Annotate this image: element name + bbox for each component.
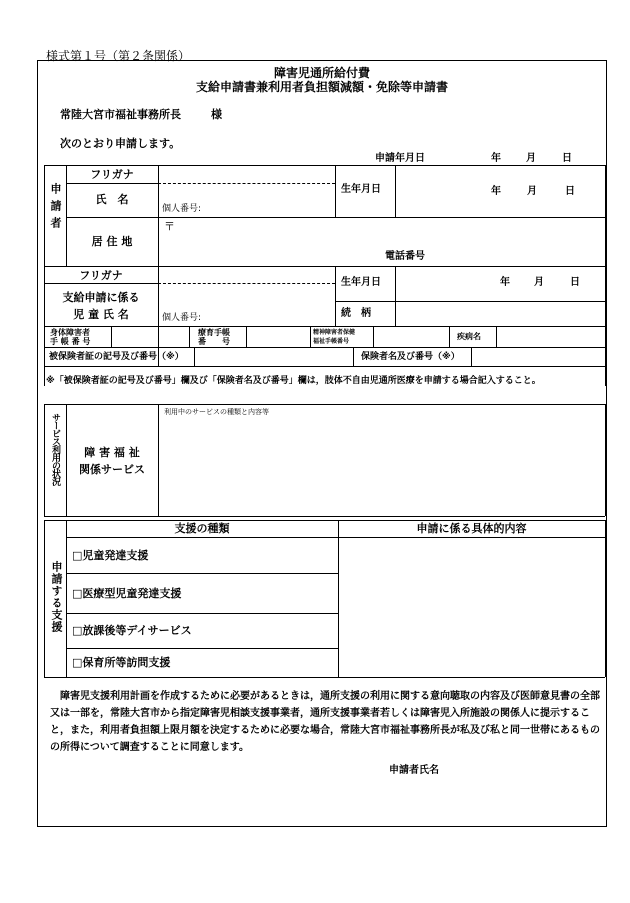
rule	[335, 165, 336, 217]
rehab-cert-label-line1: 療育手帳	[198, 328, 230, 337]
honorific: 様	[211, 108, 222, 121]
rule	[605, 165, 606, 386]
rule	[44, 520, 45, 677]
rule	[111, 326, 112, 347]
physical-cert-label-line1: 身体障害者	[50, 328, 90, 337]
rule	[605, 404, 606, 516]
service-category-label-line1: 障 害 福 祉	[84, 446, 140, 459]
applicant-phone-label: 電話番号	[385, 251, 425, 262]
child-name-label-line2: 児 童 氏 名	[73, 308, 129, 321]
rule	[66, 573, 338, 574]
rule	[194, 347, 195, 366]
child-furigana-label: フリガナ	[79, 269, 123, 282]
rule	[66, 165, 67, 266]
postal-mark: 〒	[164, 220, 175, 233]
mental-cert-label-line2: 福祉手帳番号	[313, 338, 350, 345]
rule	[158, 183, 335, 184]
rule	[335, 266, 336, 326]
rule	[395, 165, 396, 217]
application-date-year[interactable]: 年	[491, 153, 501, 164]
rule	[395, 266, 396, 326]
application-form	[37, 60, 607, 827]
insurer-label: 保険者名及び番号（※）	[361, 352, 460, 362]
rule	[335, 301, 605, 302]
support-option-child-development[interactable]: □児童発達支援	[72, 549, 149, 562]
rule	[66, 537, 605, 538]
rule	[471, 347, 472, 366]
applicant-birth-year[interactable]: 年	[491, 186, 501, 197]
rule	[246, 326, 247, 347]
rule	[44, 520, 605, 521]
applicant-birth-day[interactable]: 日	[565, 186, 575, 197]
rule	[449, 326, 450, 347]
rule	[44, 677, 605, 678]
applicant-birthdate-label: 生年月日	[341, 184, 381, 195]
applicant-personal-number-label: 個人番号:	[162, 204, 202, 214]
rule	[338, 520, 339, 677]
support-request-section-label: 申請する支援	[50, 561, 63, 633]
applicant-address-label: 居 住 地	[91, 235, 133, 248]
child-personal-number-label: 個人番号:	[162, 313, 202, 323]
rule	[158, 404, 159, 516]
application-date-day[interactable]: 日	[562, 153, 572, 164]
service-category-label-line2: 関係サービス	[79, 463, 145, 476]
consent-text: 障害児支援利用計画を作成するために必要があるときは，通所支援の利用に関する意向聴取の内容及び医師意見書の全部又は一部を，常陸大宮市から指定障害児相談支援事業者，通所支援事業者若しくは障害児入所施設の関係人に提示すること，また，利用者負担額上限月額を決定するために必要な場合，常陸大宮市福祉事務所長が私及び私と同一世帯にあるものの所得について調査することに同意します。	[50, 691, 600, 753]
child-birth-month[interactable]: 月	[534, 277, 544, 288]
physical-cert-label-line2: 手 帳 番 号	[50, 337, 91, 346]
rule	[44, 283, 158, 284]
applicant-signature-label: 申請者氏名	[389, 765, 439, 776]
insurance-note: ※「被保険者証の記号及び番号」欄及び「保険者名及び番号」欄は，肢体不自由児通所医療を申請する場合記入すること。	[46, 376, 541, 386]
form-title-line1: 障害児通所給付費	[273, 66, 370, 80]
rule	[310, 326, 311, 347]
service-status-section-label: サービス利用の状況	[50, 413, 60, 485]
support-option-medical-child-development[interactable]: □医療型児童発達支援	[72, 587, 182, 600]
support-detail-header: 申請に係る具体的内容	[416, 522, 527, 535]
rule	[44, 404, 605, 405]
rule	[66, 520, 67, 677]
service-content-label: 利用中のサービスの種類と内容等	[164, 408, 269, 416]
form-number: 様式第１号（第２条関係）	[46, 49, 191, 63]
rule	[66, 613, 338, 614]
addressee: 常陸大宮市福祉事務所長	[60, 108, 181, 121]
rule	[605, 520, 606, 677]
rule	[44, 347, 605, 348]
rule	[44, 404, 45, 516]
rule	[44, 366, 605, 367]
disease-name-label: 疾病名	[457, 332, 481, 341]
rule	[44, 266, 605, 267]
rule	[189, 326, 190, 347]
support-option-after-school-day-service[interactable]: □放課後等デイサービス	[72, 624, 192, 637]
applicant-name-label: 氏 名	[95, 193, 129, 206]
insured-card-label: 被保険者証の記号及び番号（※）	[49, 352, 184, 362]
rule	[66, 404, 67, 516]
child-name-label-line1: 支給申請に係る	[62, 291, 140, 304]
form-title-line2: 支給申請書兼利用者負担額減額・免除等申請書	[195, 80, 448, 94]
rule	[158, 283, 335, 284]
rule	[44, 326, 605, 327]
child-relationship-label: 続 柄	[341, 308, 371, 319]
applicant-section-label: 申請者	[49, 183, 62, 234]
child-birthdate-label: 生年月日	[341, 277, 381, 288]
mental-cert-label-line1: 精神障害者保健	[313, 329, 356, 336]
applicant-furigana-label: フリガナ	[90, 168, 134, 181]
application-date-month[interactable]: 月	[526, 153, 536, 164]
support-option-nursery-visit-support[interactable]: □保育所等訪問支援	[72, 656, 171, 669]
rule	[496, 326, 497, 347]
rehab-cert-label-line2: 番 号	[198, 337, 230, 346]
rule	[44, 165, 605, 166]
rule	[66, 648, 338, 649]
rule	[66, 217, 605, 218]
application-date-label: 申請年月日	[375, 153, 425, 164]
child-birth-day[interactable]: 日	[570, 277, 580, 288]
rule	[353, 347, 354, 366]
rule	[66, 183, 158, 184]
intro-text: 次のとおり申請します。	[60, 137, 181, 150]
rule	[373, 326, 374, 347]
child-birth-year[interactable]: 年	[500, 277, 510, 288]
rule	[44, 516, 605, 517]
support-type-header: 支援の種類	[174, 522, 230, 535]
applicant-birth-month[interactable]: 月	[527, 186, 537, 197]
